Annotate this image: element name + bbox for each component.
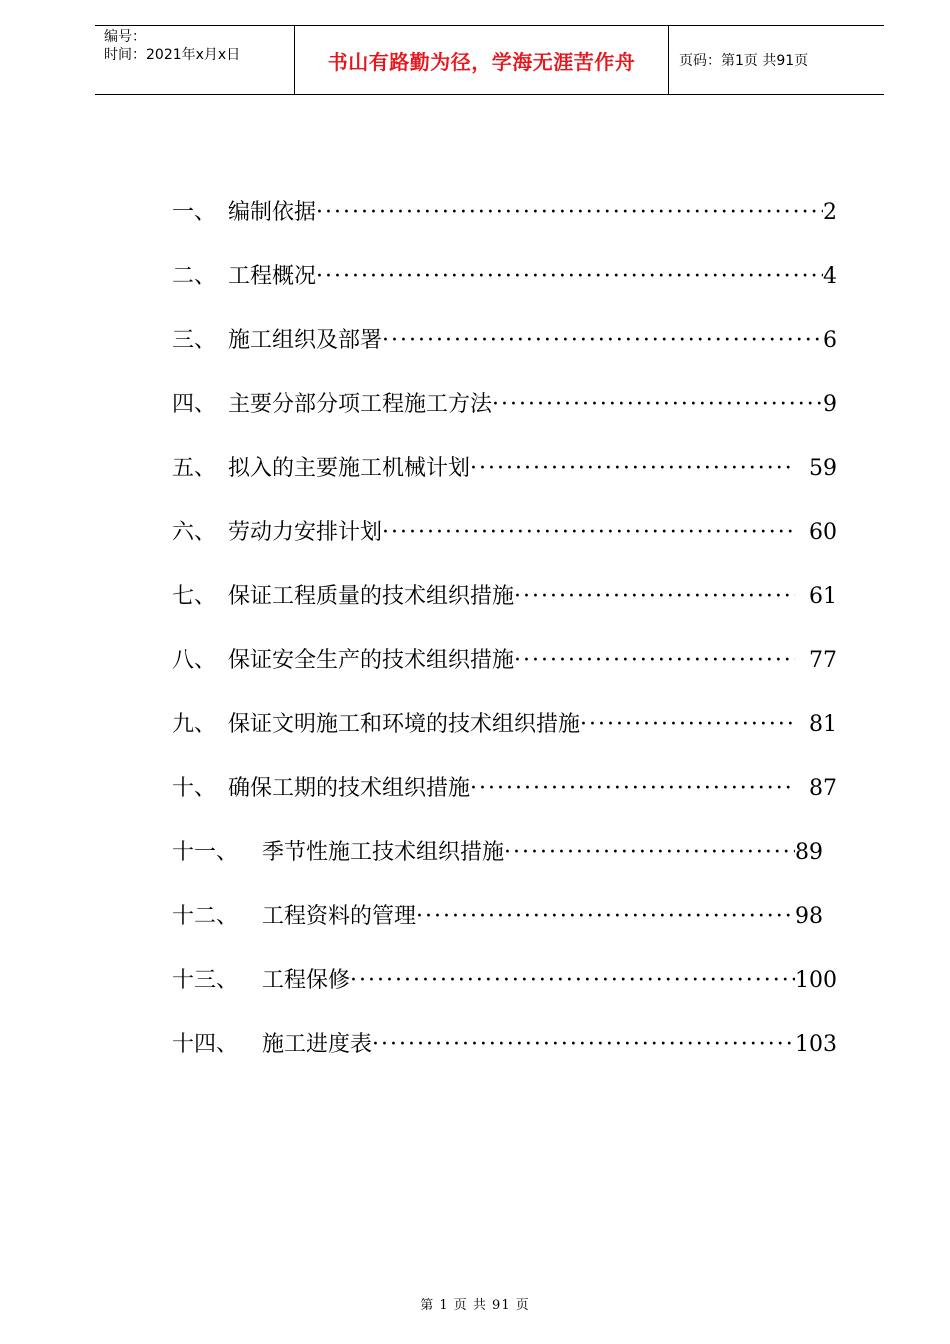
toc-leader-dots bbox=[350, 968, 795, 993]
toc-page: 9 bbox=[823, 392, 837, 417]
toc-leader-dots bbox=[470, 456, 795, 481]
toc-page: 103 bbox=[795, 1032, 837, 1057]
toc-leader-dots bbox=[514, 584, 795, 609]
toc-number: 六、 bbox=[172, 520, 217, 545]
toc-leader-dots bbox=[580, 712, 795, 737]
toc-entry[interactable] bbox=[172, 323, 837, 357]
toc-leader-dots bbox=[372, 1032, 795, 1057]
toc-title: 主要分部分项工程施工方法 bbox=[228, 392, 493, 417]
toc-entry[interactable] bbox=[172, 195, 837, 229]
toc-number: 十二、 bbox=[172, 904, 239, 929]
toc-leader-dots bbox=[316, 264, 823, 289]
toc-title: 施工组织及部署 bbox=[228, 328, 383, 353]
toc-entry[interactable] bbox=[172, 1027, 837, 1061]
toc-page: 98 bbox=[795, 904, 823, 929]
toc-title: 施工进度表 bbox=[262, 1032, 373, 1057]
toc-page: 2 bbox=[823, 200, 837, 225]
toc-page: 4 bbox=[823, 264, 837, 289]
toc-number: 十、 bbox=[172, 776, 217, 801]
toc-page: 89 bbox=[795, 840, 823, 865]
toc-leader-dots bbox=[382, 328, 823, 353]
toc-title: 保证工程质量的技术组织措施 bbox=[228, 584, 515, 609]
header-page-info: 页码：第1页 共91页 bbox=[679, 53, 809, 69]
toc-number: 七、 bbox=[172, 584, 217, 609]
toc-page: 61 bbox=[809, 584, 837, 609]
page-footer: 第 1 页 共 91 页 bbox=[420, 1298, 530, 1313]
toc-page: 87 bbox=[809, 776, 837, 801]
toc-entry[interactable] bbox=[172, 387, 837, 421]
toc-entry[interactable] bbox=[172, 899, 837, 933]
toc-title: 拟入的主要施工机械计划 bbox=[228, 456, 471, 481]
toc-entry[interactable] bbox=[172, 515, 837, 549]
toc-title: 编制依据 bbox=[228, 200, 317, 225]
toc-leader-dots bbox=[470, 776, 795, 801]
toc-entry[interactable] bbox=[172, 451, 837, 485]
toc-number: 三、 bbox=[172, 328, 217, 353]
toc-page: 59 bbox=[809, 456, 837, 481]
toc-number: 十一、 bbox=[172, 840, 239, 865]
toc-title: 工程概况 bbox=[228, 264, 317, 289]
toc-leader-dots bbox=[416, 904, 795, 929]
toc-number: 五、 bbox=[172, 456, 217, 481]
toc-leader-dots bbox=[316, 200, 823, 225]
page-header bbox=[95, 25, 884, 95]
toc-leader-dots bbox=[514, 648, 795, 673]
toc-title: 工程资料的管理 bbox=[262, 904, 417, 929]
toc-leader-dots bbox=[504, 840, 795, 865]
toc-leader-dots bbox=[382, 520, 795, 545]
toc-page: 81 bbox=[809, 712, 837, 737]
toc-title: 确保工期的技术组织措施 bbox=[228, 776, 471, 801]
toc-entry[interactable] bbox=[172, 259, 837, 293]
toc-number: 十三、 bbox=[172, 968, 239, 993]
toc-entry[interactable] bbox=[172, 707, 837, 741]
toc-entry[interactable] bbox=[172, 835, 837, 869]
toc-leader-dots bbox=[492, 392, 823, 417]
toc-number: 一、 bbox=[172, 200, 217, 225]
toc-title: 劳动力安排计划 bbox=[228, 520, 383, 545]
toc-entry[interactable] bbox=[172, 771, 837, 805]
toc-page: 60 bbox=[809, 520, 837, 545]
toc-title: 季节性施工技术组织措施 bbox=[262, 840, 505, 865]
toc-title: 工程保修 bbox=[262, 968, 351, 993]
toc-title: 保证文明施工和环境的技术组织措施 bbox=[228, 712, 581, 737]
header-motto: 书山有路勤为径，学海无涯苦作舟 bbox=[295, 26, 669, 94]
code-label: 编号： bbox=[104, 29, 146, 45]
time-label: 时间：2021年x月x日 bbox=[104, 47, 241, 63]
header-meta bbox=[95, 26, 295, 94]
toc-entry[interactable] bbox=[172, 579, 837, 613]
toc-number: 八、 bbox=[172, 648, 217, 673]
toc-page: 100 bbox=[795, 968, 837, 993]
toc-number: 十四、 bbox=[172, 1032, 239, 1057]
toc-number: 二、 bbox=[172, 264, 217, 289]
toc-entry[interactable] bbox=[172, 643, 837, 677]
toc-page: 6 bbox=[823, 328, 837, 353]
toc-number: 九、 bbox=[172, 712, 217, 737]
toc-title: 保证安全生产的技术组织措施 bbox=[228, 648, 515, 673]
toc-number: 四、 bbox=[172, 392, 217, 417]
toc-page: 77 bbox=[809, 648, 837, 673]
toc-entry[interactable] bbox=[172, 963, 837, 997]
